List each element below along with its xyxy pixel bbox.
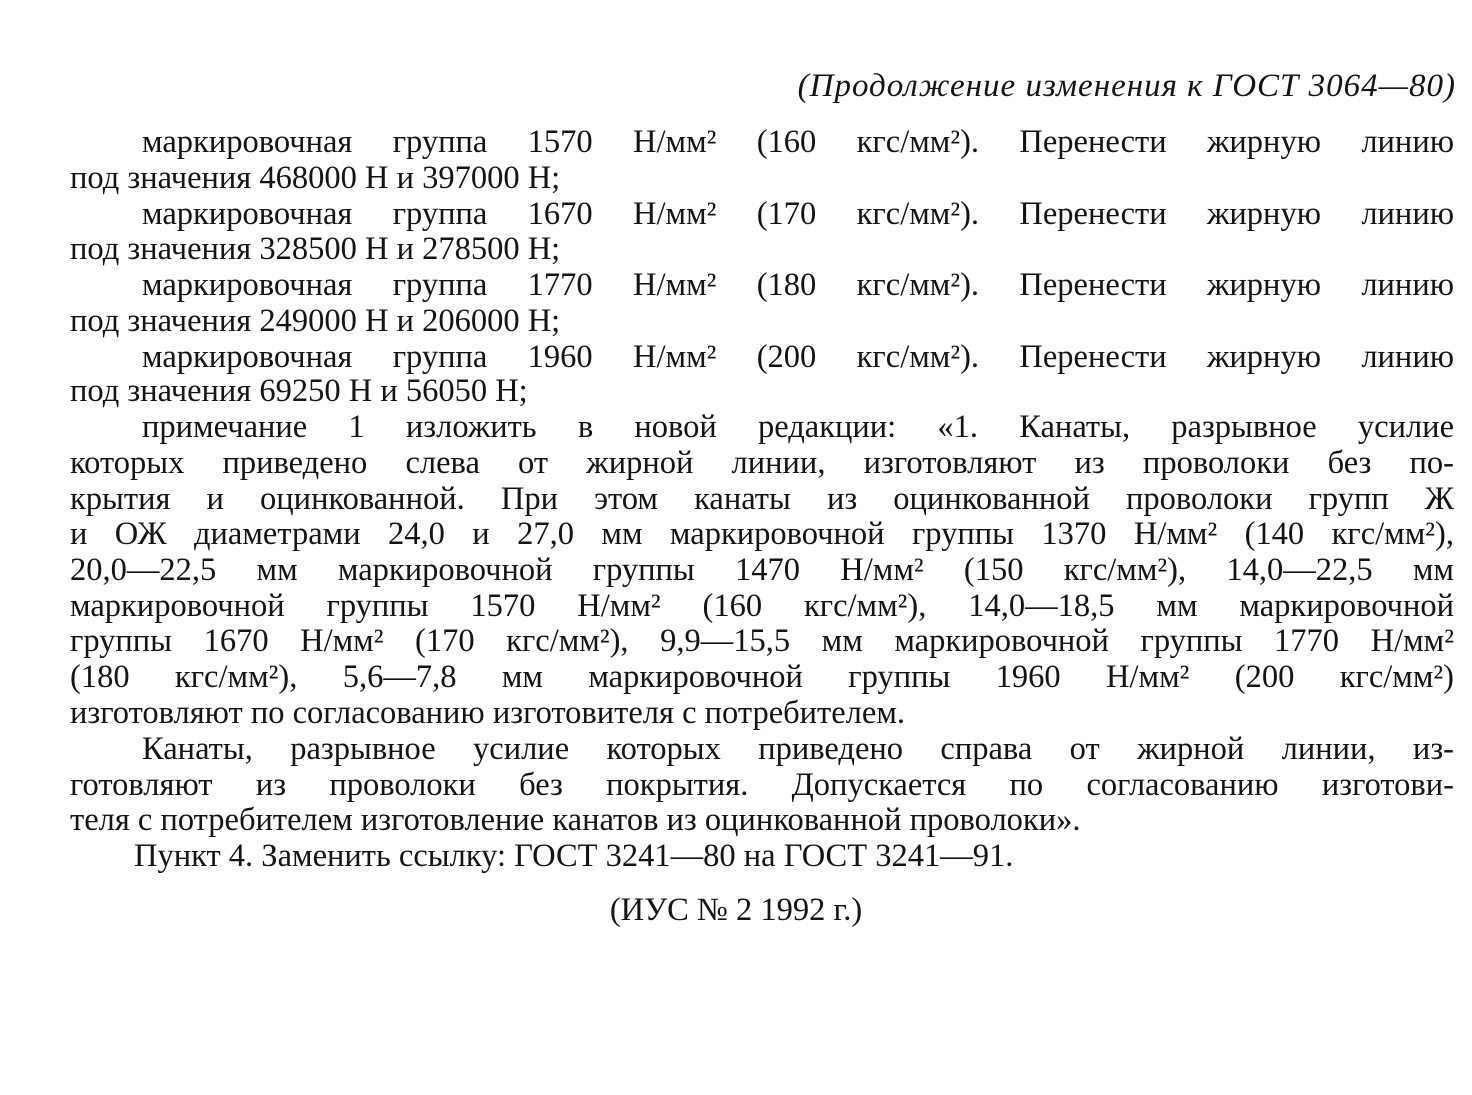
- text-line: под значения 249000 Н и 206000 Н;: [70, 303, 561, 339]
- text-line: которых приведено слева от жирной линии, изготовляют из проволоки без по-: [70, 445, 1454, 481]
- text-line: теля с потребителем изготовление канатов из оцинкованной проволоки».: [70, 802, 1081, 838]
- text-line: примечание 1 изложить в новой редакции: «1. Канаты, разрывное усилие: [142, 409, 1454, 445]
- text-line: группы 1670 Н/мм² (170 кгс/мм²), 9,9—15,5 мм маркировочной группы 1770 Н/мм²: [70, 623, 1454, 659]
- text-line: под значения 328500 Н и 278500 Н;: [70, 231, 561, 267]
- text-line: под значения 69250 Н и 56050 Н;: [70, 373, 528, 409]
- text-line: маркировочная группа 1670 Н/мм² (170 кгс/мм²). Перенести жирную линию: [142, 196, 1454, 232]
- issue-reference: (ИУС № 2 1992 г.): [609, 892, 863, 928]
- text-line: 20,0—22,5 мм маркировочной группы 1470 Н/мм² (150 кгс/мм²), 14,0—22,5 мм: [70, 552, 1454, 588]
- text-line: Пункт 4. Заменить ссылку: ГОСТ 3241—80 на ГОСТ 3241—91.: [134, 838, 1014, 874]
- text-line: Канаты, разрывное усилие которых приведено справа от жирной линии, из-: [142, 731, 1454, 767]
- text-line: маркировочная группа 1960 Н/мм² (200 кгс/мм²). Перенести жирную линию: [142, 339, 1454, 375]
- text-line: маркировочная группа 1570 Н/мм² (160 кгс/мм²). Перенести жирную линию: [142, 124, 1454, 160]
- text-line: маркировочная группа 1770 Н/мм² (180 кгс/мм²). Перенести жирную линию: [142, 267, 1454, 303]
- text-line: маркировочной группы 1570 Н/мм² (160 кгс/мм²), 14,0—18,5 мм маркировочной: [70, 588, 1454, 624]
- text-line: под значения 468000 Н и 397000 Н;: [70, 160, 561, 196]
- text-line: и ОЖ диаметрами 24,0 и 27,0 мм маркировочной группы 1370 Н/мм² (140 кгс/мм²),: [70, 516, 1454, 552]
- text-line: готовляют из проволоки без покрытия. Допускается по согласованию изготови-: [70, 767, 1454, 803]
- continuation-header: (Продолжение изменения к ГОСТ 3064—80): [797, 68, 1456, 104]
- text-line: изготовляют по согласованию изготовителя с потребителем.: [70, 695, 906, 731]
- text-line: (180 кгс/мм²), 5,6—7,8 мм маркировочной группы 1960 Н/мм² (200 кгс/мм²): [70, 659, 1454, 695]
- text-line: крытия и оцинкованной. При этом канаты из оцинкованной проволоки групп Ж: [70, 481, 1454, 517]
